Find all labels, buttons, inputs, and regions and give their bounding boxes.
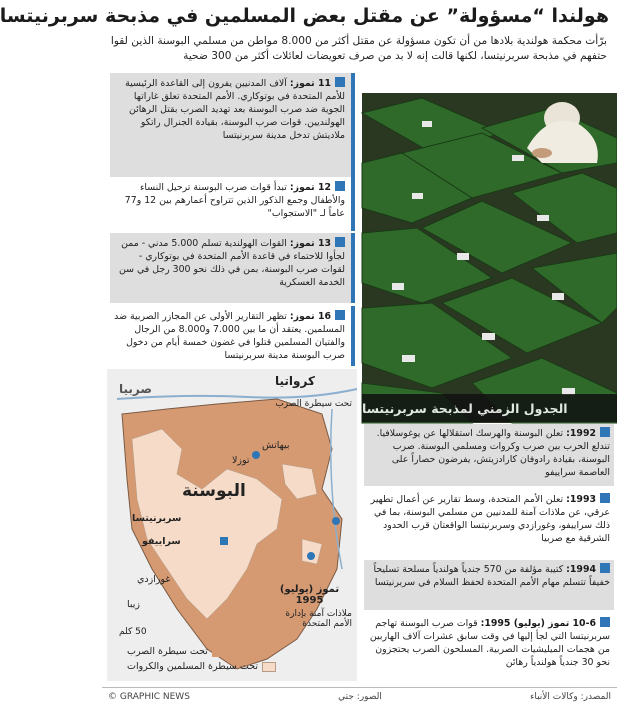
gorazde-label: غورازدي — [137, 574, 171, 585]
event-date: 13 تموز: — [289, 238, 331, 249]
safe-areas-label: ملاذات آمنة بإدارة الأمم المتحدة — [285, 609, 352, 629]
bullet-icon — [335, 181, 345, 191]
footer — [102, 687, 617, 705]
memorial-photo — [362, 93, 617, 423]
event-date: 12 تموز: — [289, 182, 331, 193]
sarajevo-label: سراييفو — [142, 536, 181, 547]
event-jul-16 — [110, 306, 355, 366]
bullet-icon — [600, 493, 610, 503]
event-1993 — [364, 490, 614, 558]
bihac-label: بيهاتش — [262, 440, 290, 451]
event-date: 1993: — [566, 494, 596, 505]
scale-label: 50 كلم — [119, 627, 147, 637]
event-1992 — [364, 424, 614, 486]
gorazde-marker — [307, 552, 315, 560]
event-jul-13 — [110, 233, 355, 303]
tuzla-label: توزلا — [232, 455, 250, 466]
photo-credit: الصور: جتي — [338, 691, 382, 702]
serb-swatch — [212, 647, 226, 657]
zepa-label: زيبا — [127, 599, 140, 610]
bosniak-swatch — [262, 662, 276, 672]
bihac-marker — [252, 451, 260, 459]
intro-text: برّأت محكمة هولندية بلادها من أن تكون مسؤولة عن مقتل أكثر من 8.000 مواطن من مسلمي البوسنة الذين لقوا حتفهم في مذبحة سربرنيتسا، لكنها قالت إنه لا بد من صرف تعويضات لعائلات أكثر من 300 ضحية — [110, 35, 607, 62]
event-jul-11 — [110, 73, 355, 181]
event-date: 1992: — [566, 428, 596, 439]
bullet-icon — [600, 617, 610, 627]
july-1995-label: تموز (يوليو) 1995 — [279, 584, 340, 606]
bullet-icon — [335, 77, 345, 87]
event-jul-12 — [110, 177, 355, 231]
bullet-icon — [600, 427, 610, 437]
croatia-label: كرواتيا — [275, 374, 315, 388]
headline: هولندا “مسؤولة” عن مقتل بعض المسلمين في مذبحة سربرنيتسا — [0, 5, 609, 27]
srebrenica-label: سربرنيتسا — [132, 513, 182, 524]
event-date: 10-6 تموز (يوليو) 1995: — [480, 618, 596, 629]
event-text: كتيبة مؤلفة من 570 جندياً هولندياً مسلحة تسليحاً خفيفاً تتسلم مهام الأمم المتحدة لحفظ السلام في سربرنيتسا — [373, 564, 610, 588]
timeline-title: الجدول الزمني لمذبحة سربرنيتسا — [362, 394, 617, 422]
event-july-1995 — [364, 614, 614, 684]
bullet-icon — [335, 310, 345, 320]
event-1994 — [364, 560, 614, 610]
event-text: آلاف المدنيين يفرون إلى القاعدة الرئيسية للأمم المتحدة في بوتوكاري. الأمم المتحدة تعلق غاراتها الجوية ضد صرب البوسنة بعد تهديد الصرب بقتل الرهائن الهولنديين. قوات صرب البوسنة، بقيادة الجنرال راتكو ملاديتش تدخل مدينة سربرنيتسا — [125, 78, 345, 141]
event-date: 11 تموز: — [289, 78, 331, 89]
sarajevo-marker — [220, 537, 228, 545]
copyright: © GRAPHIC NEWS — [108, 691, 190, 702]
serbia-label: صربيا — [119, 382, 152, 396]
source-credit: المصدر: وكالات الأنباء — [530, 691, 611, 702]
legend-bosniak-label: تحت سيطرة المسلمين والكروات — [127, 661, 259, 672]
event-text: تبدأ قوات صرب البوسنة ترحيل النساء والأطفال وجمع الذكور الذين تتراوح أعمارهم بين 12 و77 عاماً لـ "الاستجواب" — [124, 182, 345, 219]
event-text: تظهر التقارير الأولى عن المجازر الصربية ضد المسلمين. يعتقد أن ما بين 7.000 و8.000 من الرجال والفتيان المسلمين قتلوا في غضون خمسة أيام من دخول صرب البوسنة مدينة سربرنيتسا — [114, 311, 345, 361]
event-text: القوات الهولندية تسلم 5.000 مدني - ممن لجأوا للاحتماء في قاعدة الأمم المتحدة في بوتوكاري - لقوات صرب البوسنة، بمن في ذلك نحو 300 رجل في سن الخدمة العسكرية — [118, 238, 345, 288]
accent-bar — [351, 73, 355, 181]
accent-bar — [351, 233, 355, 303]
legend-serb-label: تحت سيطرة الصرب — [127, 646, 208, 657]
srebrenica-marker — [332, 517, 340, 525]
event-text: تعلن الأمم المتحدة، وسط تقارير عن أعمال تطهير عرقي، عن ملاذات آمنة للمدنيين من مسلمي البوسنة، بما في ذلك سراييفو، وغورازدي وسربرنيتسا الواقعتان قرب الحدود الشرقية مع صربيا — [370, 494, 610, 544]
event-text: تعلن البوسنة والهرسك استقلالها عن يوغوسلافيا. تندلع الحرب بين صرب وكروات ومسلمي البوسنة. صرب البوسنة، بقيادة رادوفان كارادزيتش، يفرضون حصاراً على العاصمة سراييفو — [376, 428, 610, 478]
bosnia-label: البوسنة — [182, 481, 246, 501]
event-date: 16 تموز: — [289, 311, 331, 322]
under-un-label: تحت سيطرة الصرب — [275, 399, 352, 409]
bullet-icon — [335, 237, 345, 247]
legend-serb — [127, 646, 226, 657]
accent-bar — [351, 177, 355, 231]
legend-bosniak — [127, 661, 276, 672]
accent-bar — [351, 306, 355, 366]
event-text: قوات صرب البوسنة تهاجم سربرنيتسا التي لجأ إليها في وقت سابق عشرات آلاف الهاربين من هجمات الميليشيات الصربية. المسلحون الصرب يحتجزون نحو 30 جندياً هولندياً رهائن — [369, 618, 610, 668]
bosnia-map — [107, 369, 357, 681]
bullet-icon — [600, 563, 610, 573]
event-date: 1994: — [566, 564, 596, 575]
